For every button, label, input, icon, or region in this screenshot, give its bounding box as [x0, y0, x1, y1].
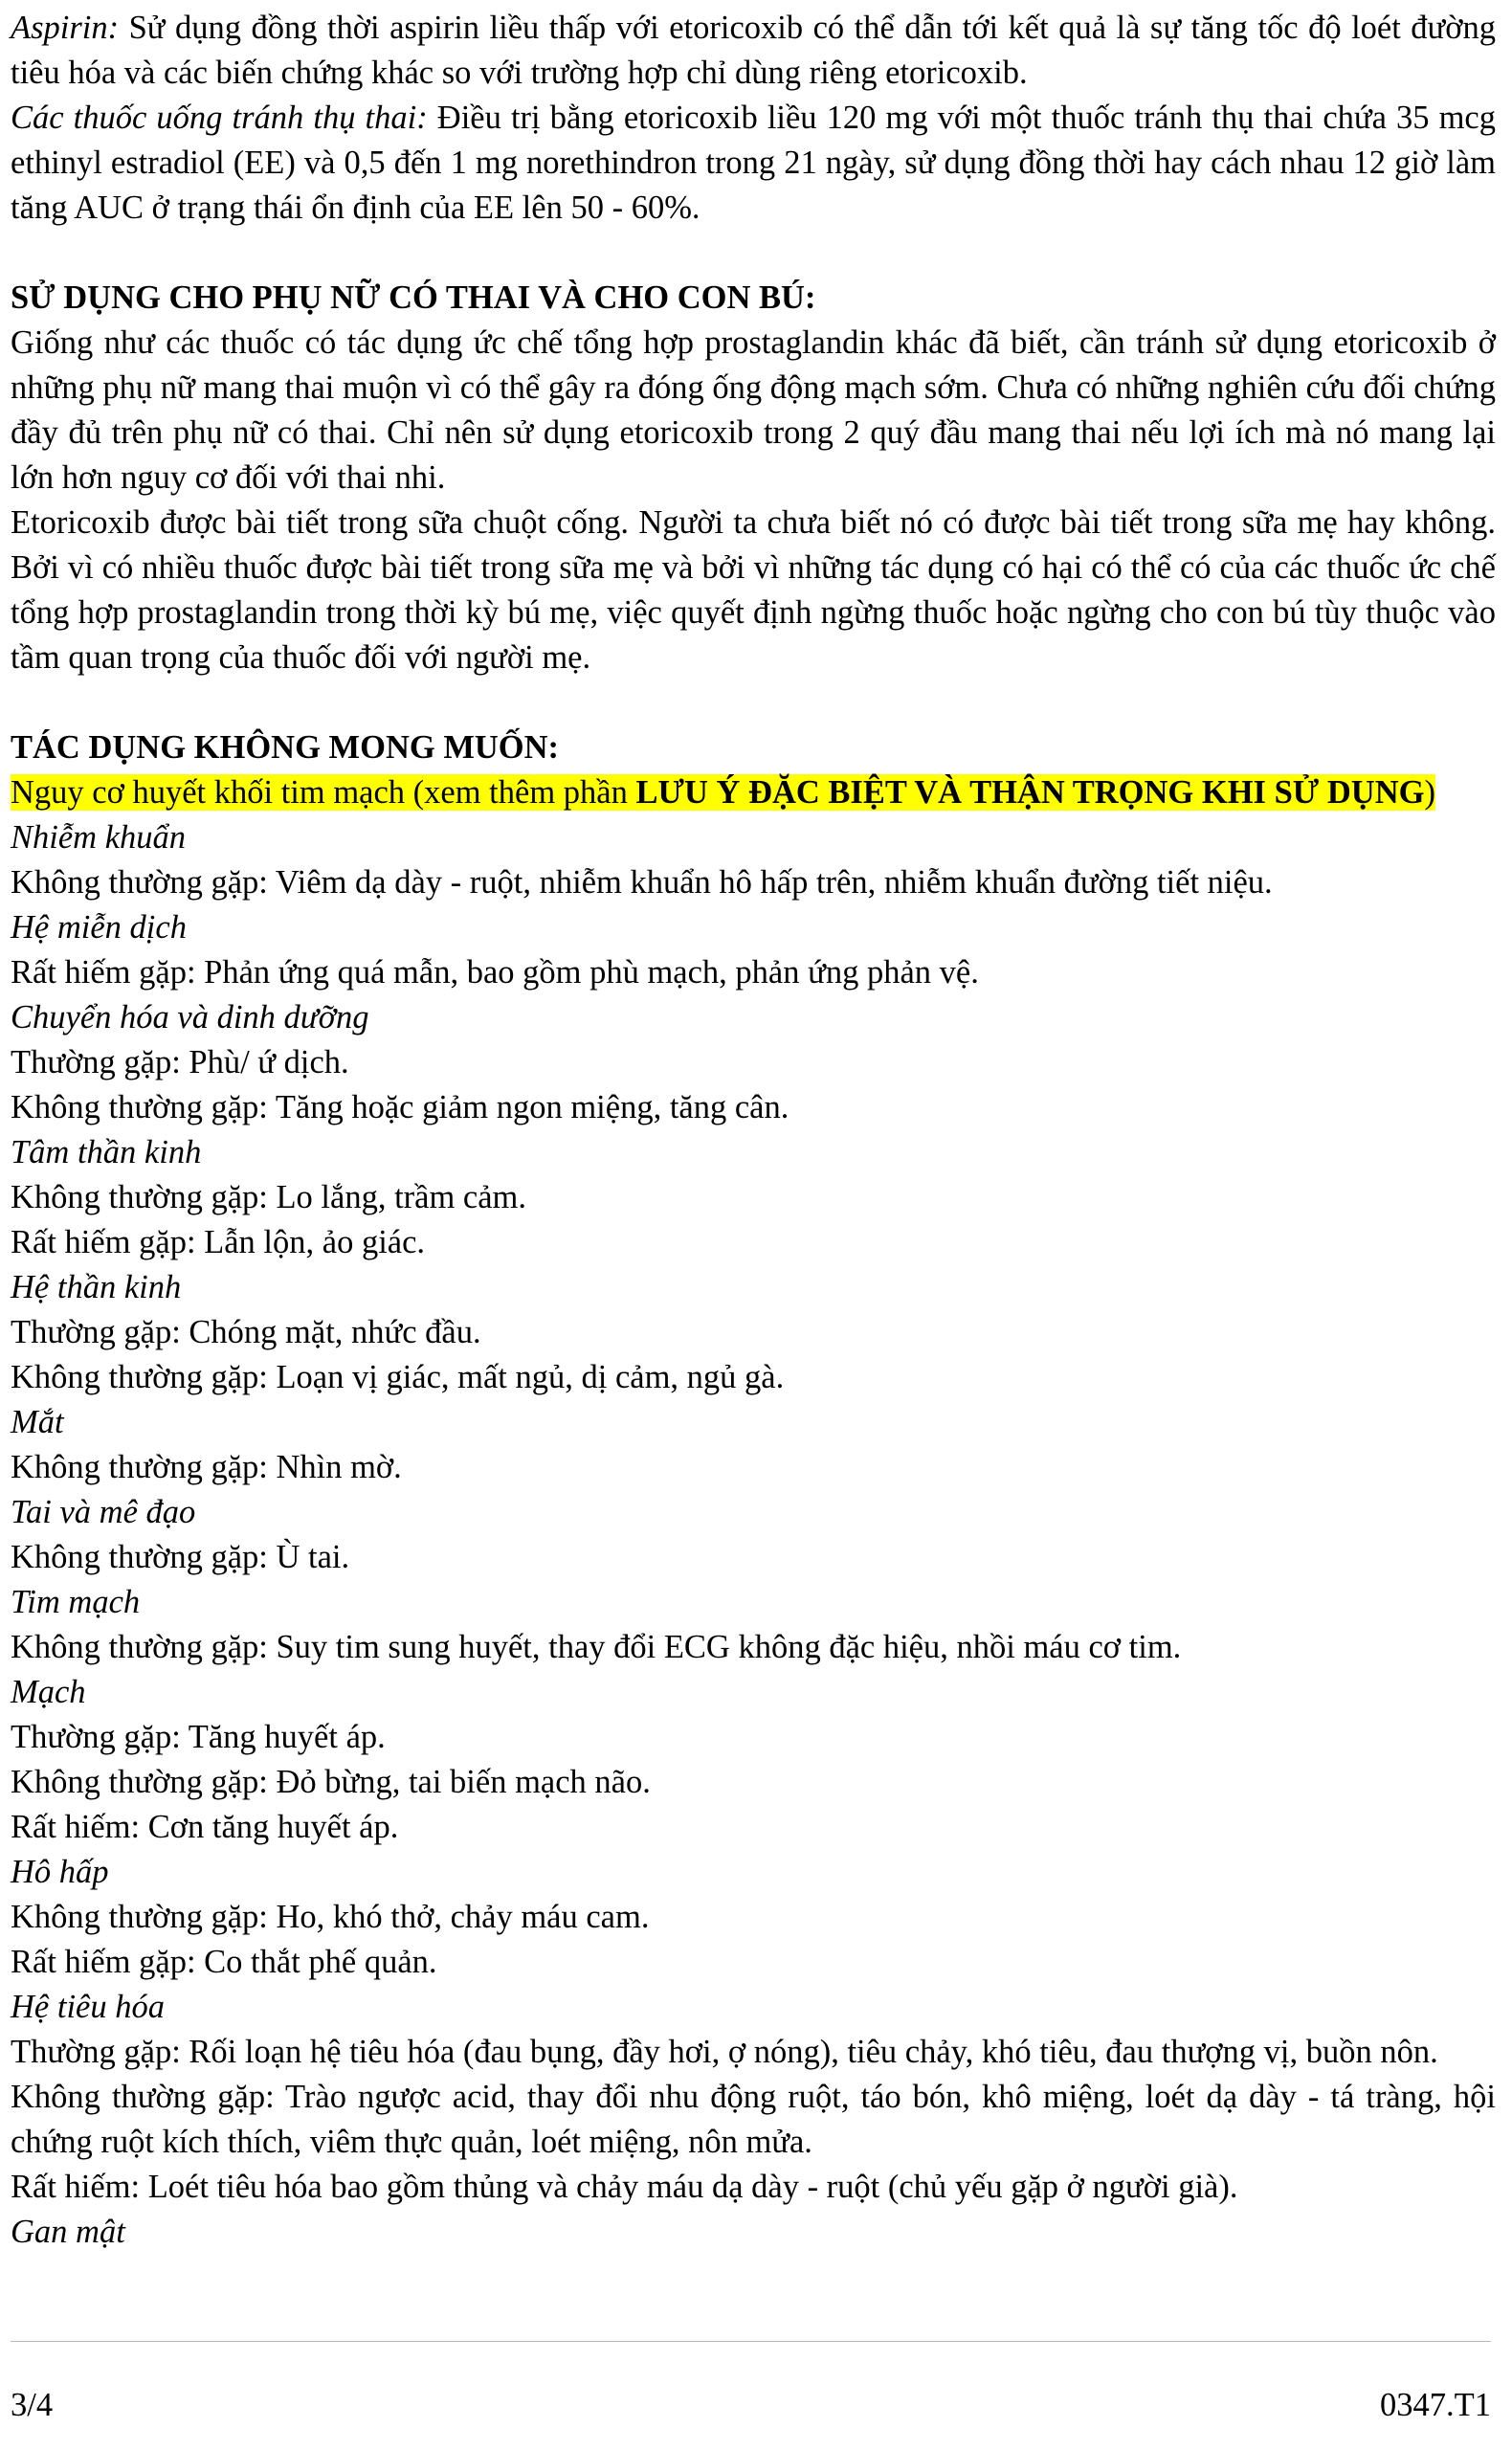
adverse-effect-line: Thường gặp: Rối loạn hệ tiêu hóa (đau bụng, đầy hơi, ợ nóng), tiêu chảy, khó tiêu, đau thượng vị, buồn nôn.: [11, 2034, 1438, 2070]
warning-section-reference: LƯU Ý ĐẶC BIỆT VÀ THẬN TRỌNG KHI SỬ DỤNG: [635, 774, 1425, 811]
adverse-effect-line: Không thường gặp: Lo lắng, trầm cảm.: [11, 1179, 526, 1215]
document-page: [11, 6, 1496, 2255]
organ-system-title: Gan mật: [11, 2214, 125, 2250]
organ-system-title: Tim mạch: [11, 1584, 141, 1620]
thrombosis-warning: [11, 770, 1496, 815]
aspirin-label: Aspirin:: [11, 10, 120, 46]
adverse-effects-heading: TÁC DỤNG KHÔNG MONG MUỐN:: [11, 729, 560, 766]
organ-system-title: Chuyển hóa và dinh dưỡng: [11, 999, 369, 1036]
organ-system-title: Mạch: [11, 1674, 86, 1710]
adverse-effect-line: Không thường gặp: Ù tai.: [11, 1539, 350, 1575]
adverse-effect-line: Không thường gặp: Suy tim sung huyết, thay đổi ECG không đặc hiệu, nhồi máu cơ tim.: [11, 1629, 1182, 1665]
adverse-effect-line: Rất hiếm: Cơn tăng huyết áp.: [11, 1809, 399, 1845]
adverse-effect-line: Thường gặp: Chóng mặt, nhức đầu.: [11, 1314, 481, 1350]
organ-system-title: Tâm thần kinh: [11, 1134, 202, 1170]
adverse-effect-line: Không thường gặp: Loạn vị giác, mất ngủ, dị cảm, ngủ gà.: [11, 1359, 785, 1395]
adverse-effect-line: Rất hiếm gặp: Phản ứng quá mẫn, bao gồm phù mạch, phản ứng phản vệ.: [11, 954, 979, 991]
document-code: 0347.T1: [1380, 2387, 1491, 2423]
spacer: [11, 680, 1496, 725]
adverse-effect-line: Không thường gặp: Đỏ bừng, tai biến mạch não.: [11, 1764, 651, 1800]
pregnancy-paragraph-1: Giống như các thuốc có tác dụng ức chế tổng hợp prostaglandin khác đã biết, cần tránh sử dụng etoricoxib ở những phụ nữ mang thai muộn vì có thể gây ra đóng ống động mạch sớm. Chưa có những nghiên cứu đối chứng đầy đủ trên phụ nữ có thai. Chỉ nên sử dụng etoricoxib trong 2 quý đầu mang thai nếu lợi ích mà nó mang lại lớn hơn nguy cơ đối với thai nhi.: [11, 324, 1496, 496]
adverse-effect-line: Rất hiếm: Loét tiêu hóa bao gồm thủng và chảy máu dạ dày - ruột (chủ yếu gặp ở người già).: [11, 2169, 1238, 2205]
aspirin-paragraph: [11, 6, 1496, 96]
adverse-effect-line: Không thường gặp: Tăng hoặc giảm ngon miệng, tăng cân.: [11, 1089, 789, 1125]
adverse-effect-line: Thường gặp: Phù/ ứ dịch.: [11, 1044, 349, 1080]
organ-system-title: Nhiễm khuẩn: [11, 819, 187, 856]
organ-system-title: Hô hấp: [11, 1854, 109, 1890]
contraceptive-label: Các thuốc uống tránh thụ thai:: [11, 100, 428, 136]
adverse-effect-line: Không thường gặp: Ho, khó thở, chảy máu cam.: [11, 1899, 650, 1935]
contraceptive-paragraph: [11, 96, 1496, 231]
adverse-effect-line: Rất hiếm gặp: Co thắt phế quản.: [11, 1944, 437, 1980]
adverse-effect-line: Không thường gặp: Trào ngược acid, thay đổi nhu động ruột, táo bón, khô miệng, loét dạ dày - tá tràng, hội chứng ruột kích thích, viêm thực quản, loét miệng, nôn mửa.: [11, 2079, 1496, 2160]
aspirin-text: Sử dụng đồng thời aspirin liều thấp với etoricoxib có thể dẫn tới kết quả là sự tăng tốc độ loét đường tiêu hóa và các biến chứng khác so với trường hợp chỉ dùng riêng etoricoxib.: [11, 10, 1496, 91]
adverse-effects-list: [11, 815, 1496, 2255]
footer-divider: [11, 2341, 1491, 2342]
organ-system-title: Hệ miễn dịch: [11, 909, 187, 946]
contraceptive-text: Điều trị bằng etoricoxib liều 120 mg với một thuốc tránh thụ thai chứa 35 mcg ethinyl estradiol (EE) và 0,5 đến 1 mg norethindron trong 21 ngày, sử dụng đồng thời hay cách nhau 12 giờ làm tăng AUC ở trạng thái ổn định của EE lên 50 - 60%.: [11, 100, 1496, 226]
page-footer: [11, 2383, 1491, 2428]
page-number: 3/4: [11, 2387, 54, 2423]
warning-text: Nguy cơ huyết khối tim mạch (xem thêm phần: [11, 774, 636, 811]
adverse-effect-line: Không thường gặp: Nhìn mờ.: [11, 1449, 402, 1485]
organ-system-title: Hệ thần kinh: [11, 1269, 182, 1305]
adverse-effect-line: Thường gặp: Tăng huyết áp.: [11, 1719, 386, 1755]
spacer: [11, 231, 1496, 276]
adverse-effect-line: Không thường gặp: Viêm dạ dày - ruột, nhiễm khuẩn hô hấp trên, nhiễm khuẩn đường tiết niệu.: [11, 864, 1273, 901]
warning-close: ): [1424, 774, 1435, 811]
organ-system-title: Hệ tiêu hóa: [11, 1989, 165, 2025]
pregnancy-paragraph-2: Etoricoxib được bài tiết trong sữa chuột cống. Người ta chưa biết nó có được bài tiết trong sữa mẹ hay không. Bởi vì có nhiều thuốc được bài tiết trong sữa mẹ và bởi vì những tác dụng có hại có thể có của các thuốc ức chế tổng hợp prostaglandin trong thời kỳ bú mẹ, việc quyết định ngừng thuốc hoặc ngừng cho con bú tùy thuộc vào tầm quan trọng của thuốc đối với người mẹ.: [11, 504, 1496, 676]
adverse-effect-line: Rất hiếm gặp: Lẫn lộn, ảo giác.: [11, 1224, 426, 1260]
organ-system-title: Tai và mê đạo: [11, 1494, 196, 1530]
organ-system-title: Mắt: [11, 1404, 64, 1440]
pregnancy-heading: SỬ DỤNG CHO PHỤ NỮ CÓ THAI VÀ CHO CON BÚ:: [11, 279, 816, 316]
